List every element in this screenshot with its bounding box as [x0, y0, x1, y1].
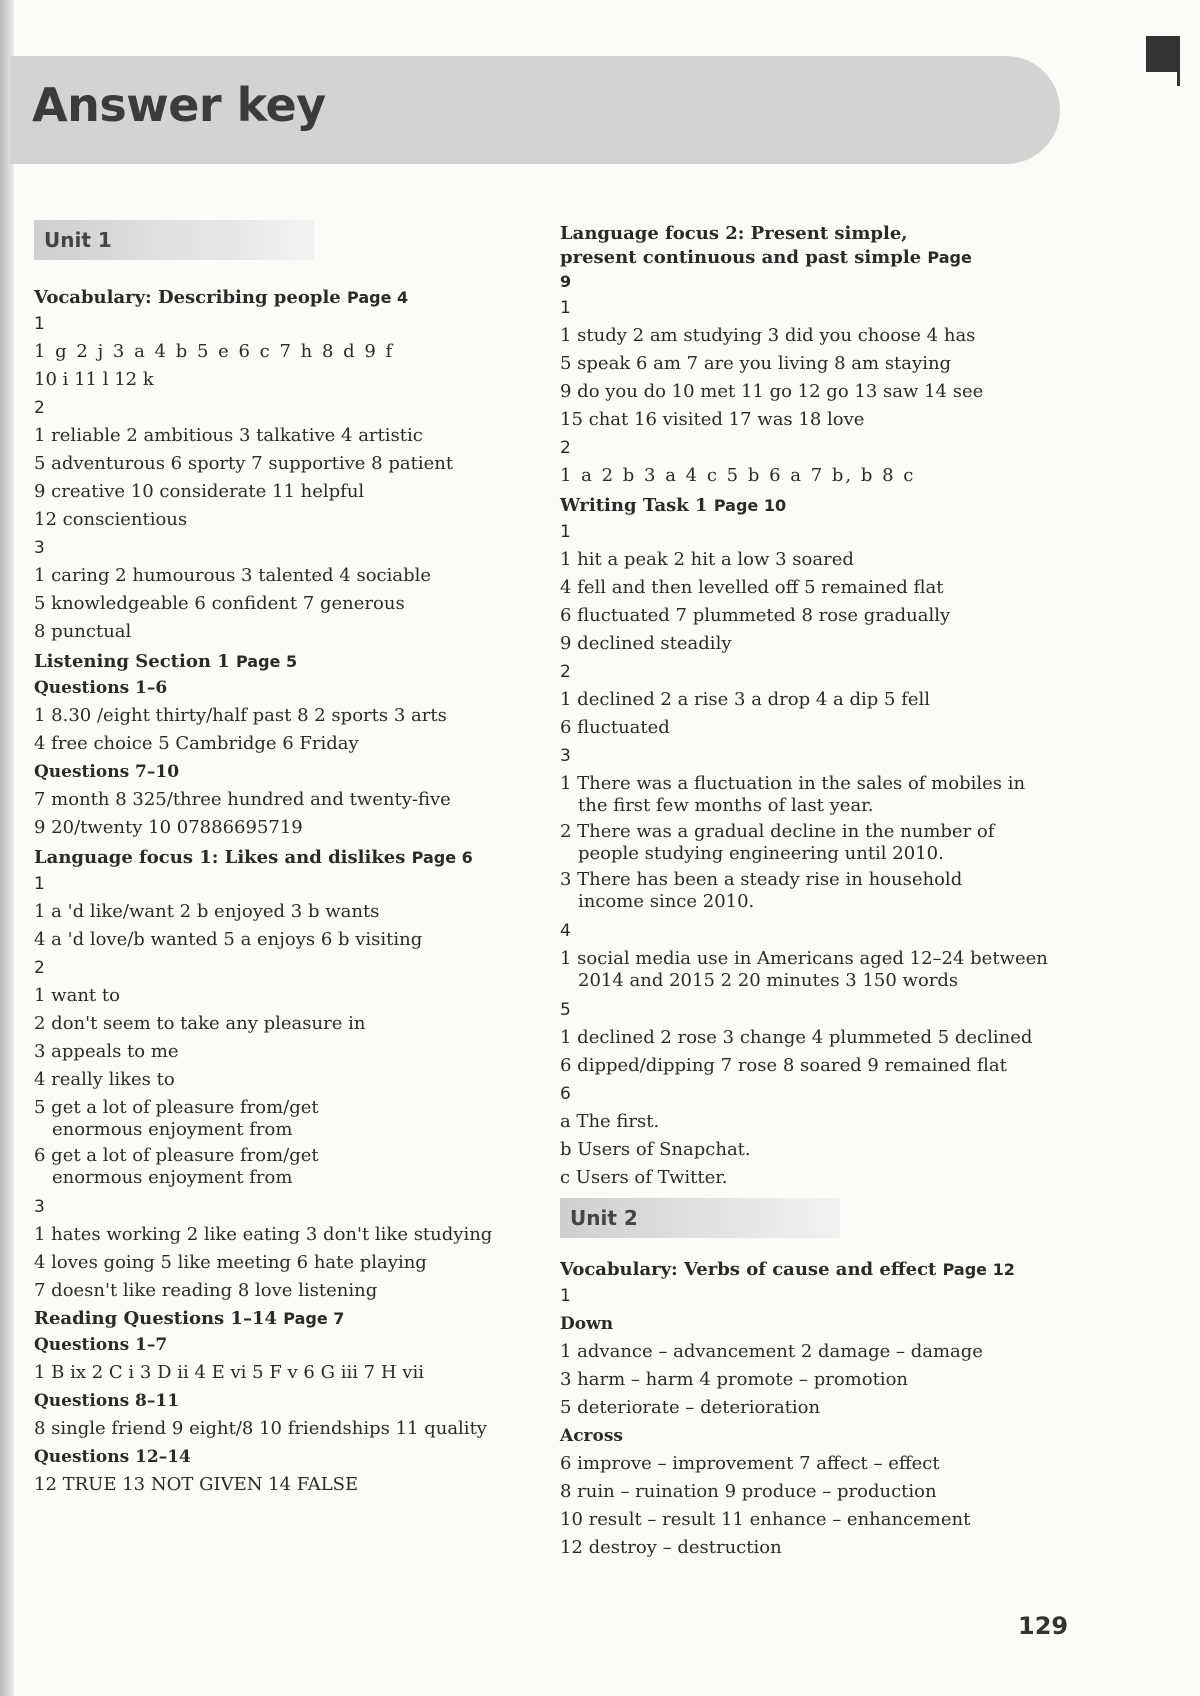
questions-label: Questions 12–14 — [34, 1447, 191, 1467]
exercise-number: 1 — [34, 874, 45, 894]
answer-line: 1 There was a fluctuation in the sales of mobiles in the first few months of last year. — [560, 773, 1026, 816]
answer-line: 1 caring 2 humourous 3 talented 4 sociable — [34, 565, 432, 586]
page-edge-shadow — [0, 0, 14, 1696]
exercise-number: 3 — [34, 538, 45, 558]
answer-line: 2 There was a gradual decline in the number of people studying engineering until 2010. — [560, 821, 995, 864]
left-column — [34, 220, 514, 1499]
page-ref: Page 6 — [411, 848, 473, 867]
section-heading-language-focus-2 — [560, 222, 980, 294]
answer-line: 3 harm – harm 4 promote – promotion — [560, 1369, 908, 1390]
answer-line: 9 do you do 10 met 11 go 12 go 13 saw 14 see — [560, 381, 984, 402]
section-heading-language-focus-1 — [34, 846, 514, 870]
answer-line: 5 knowledgeable 6 confident 7 generous — [34, 593, 405, 614]
answer-line: 6 improve – improvement 7 affect – effect — [560, 1453, 940, 1474]
answer-line: 8 punctual — [34, 621, 132, 642]
exercise-number: 2 — [560, 662, 571, 682]
answer-line: 15 chat 16 visited 17 was 18 love — [560, 409, 865, 430]
exercise-number: 2 — [34, 958, 45, 978]
answer-line: b Users of Snapchat. — [560, 1139, 751, 1160]
answer-line: 1 declined 2 a rise 3 a drop 4 a dip 5 fell — [560, 689, 931, 710]
down-label: Down — [560, 1314, 614, 1334]
heading-text: Vocabulary: Describing people — [34, 287, 341, 308]
unit-2-label: Unit 2 — [560, 1198, 840, 1238]
answer-line: 1 hit a peak 2 hit a low 3 soared — [560, 549, 854, 570]
answer-line: c Users of Twitter. — [560, 1167, 728, 1188]
answer-line: 9 20/twenty 10 07886695719 — [34, 817, 303, 838]
exercise-number: 1 — [560, 1286, 571, 1306]
right-column — [560, 222, 1070, 1562]
exercise-number: 1 — [560, 298, 571, 318]
section-heading-verbs-cause-effect — [560, 1258, 1070, 1282]
answer-line: 2 don't seem to take any pleasure in — [34, 1013, 366, 1034]
answer-line: 3 There has been a steady rise in household income since 2010. — [560, 869, 963, 912]
answer-line: 1 advance – advancement 2 damage – damage — [560, 1341, 983, 1362]
heading-text: Writing Task 1 — [560, 495, 708, 516]
page-ref: Page 12 — [942, 1260, 1015, 1279]
answer-line: 5 speak 6 am 7 are you living 8 am staying — [560, 353, 952, 374]
answer-line: 12 conscientious — [34, 509, 188, 530]
answer-line: 1 a 'd like/want 2 b enjoyed 3 b wants — [34, 901, 380, 922]
answer-line: 1 declined 2 rose 3 change 4 plummeted 5 declined — [560, 1027, 1033, 1048]
answer-line: 8 single friend 9 eight/8 10 friendships 11 quality — [34, 1418, 487, 1439]
answer-line: 1 B ix 2 C i 3 D ii 4 E vi 5 F v 6 G iii 7 H vii — [34, 1362, 424, 1383]
title-band — [10, 56, 1060, 164]
heading-text: Vocabulary: Verbs of cause and effect — [560, 1259, 937, 1280]
answer-line: 6 dipped/dipping 7 rose 8 soared 9 remained flat — [560, 1055, 1007, 1076]
page-ref: Page 7 — [283, 1309, 345, 1328]
questions-label: Questions 7–10 — [34, 762, 180, 782]
exercise-number: 6 — [560, 1084, 571, 1104]
thumb-tab-marker — [1146, 36, 1180, 72]
across-label: Across — [560, 1426, 623, 1446]
answer-line: 6 fluctuated — [560, 717, 670, 738]
answer-line: 7 month 8 325/three hundred and twenty-five — [34, 789, 451, 810]
answer-line: 9 declined steadily — [560, 633, 732, 654]
heading-text: Language focus 2: Present simple, present continuous and past simple — [560, 223, 922, 268]
exercise-number: 5 — [560, 1000, 571, 1020]
page-ref: Page 5 — [236, 652, 298, 671]
page-ref: Page 10 — [713, 496, 787, 515]
section-heading-writing-task-1 — [560, 494, 1070, 518]
section-heading-vocabulary — [34, 286, 514, 310]
page-ref: Page 4 — [347, 288, 409, 307]
answer-line: 1 8.30 /eight thirty/half past 8 2 sports 3 arts — [34, 705, 447, 726]
answer-line: 4 fell and then levelled off 5 remained flat — [560, 577, 944, 598]
answer-line: 10 result – result 11 enhance – enhancement — [560, 1509, 971, 1530]
answer-line: 6 fluctuated 7 plummeted 8 rose gradually — [560, 605, 951, 626]
answer-line: 7 doesn't like reading 8 love listening — [34, 1280, 378, 1301]
questions-label: Questions 8–11 — [34, 1391, 180, 1411]
answer-line: 5 adventurous 6 sporty 7 supportive 8 patient — [34, 453, 454, 474]
exercise-number: 2 — [34, 398, 45, 418]
heading-text: Listening Section 1 — [34, 651, 230, 672]
heading-text: Language focus 1: Likes and dislikes — [34, 847, 406, 868]
page-number: 129 — [1018, 1612, 1069, 1640]
answer-line: 1 want to — [34, 985, 120, 1006]
answer-line: 1 study 2 am studying 3 did you choose 4 has — [560, 325, 976, 346]
answer-line: 1 reliable 2 ambitious 3 talkative 4 artistic — [34, 425, 423, 446]
answer-line: 12 TRUE 13 NOT GIVEN 14 FALSE — [34, 1474, 359, 1495]
answer-line: 4 loves going 5 like meeting 6 hate playing — [34, 1252, 427, 1273]
answer-line: 1 hates working 2 like eating 3 don't like studying — [34, 1224, 493, 1245]
answer-line: 10 i 11 l 12 k — [34, 369, 154, 390]
answer-line: 5 deteriorate – deterioration — [560, 1397, 821, 1418]
answer-line: 1 g 2 j 3 a 4 b 5 e 6 c 7 h 8 d 9 f — [34, 341, 395, 362]
exercise-number: 4 — [560, 921, 571, 941]
exercise-number: 1 — [34, 314, 45, 334]
section-heading-listening — [34, 650, 514, 674]
answer-line: 6 get a lot of pleasure from/get enormous enjoyment from — [34, 1145, 319, 1188]
answer-line: 8 ruin – ruination 9 produce – production — [560, 1481, 937, 1502]
answer-line: 12 destroy – destruction — [560, 1537, 782, 1558]
unit-1-label: Unit 1 — [34, 220, 314, 260]
answer-line: 3 appeals to me — [34, 1041, 179, 1062]
exercise-number: 3 — [560, 746, 571, 766]
answer-line: 9 creative 10 considerate 11 helpful — [34, 481, 365, 502]
answer-line: 4 a 'd love/b wanted 5 a enjoys 6 b visiting — [34, 929, 423, 950]
section-heading-reading — [34, 1307, 514, 1331]
page-title: Answer key — [32, 78, 326, 132]
answer-line: 4 really likes to — [34, 1069, 175, 1090]
answer-line: 4 free choice 5 Cambridge 6 Friday — [34, 733, 359, 754]
answer-line: a The first. — [560, 1111, 660, 1132]
exercise-number: 2 — [560, 438, 571, 458]
exercise-number: 1 — [560, 522, 571, 542]
questions-label: Questions 1–6 — [34, 678, 168, 698]
answer-line: 5 get a lot of pleasure from/get enormous enjoyment from — [34, 1097, 319, 1140]
answer-line: 1 a 2 b 3 a 4 c 5 b 6 a 7 b, b 8 c — [560, 465, 916, 486]
questions-label: Questions 1–7 — [34, 1335, 168, 1355]
page-ref: Page 9 — [560, 248, 972, 291]
answer-line: 1 social media use in Americans aged 12–24 between 2014 and 2015 2 20 minutes 3 150 words — [560, 948, 1048, 991]
exercise-number: 3 — [34, 1197, 45, 1217]
heading-text: Reading Questions 1–14 — [34, 1308, 278, 1329]
